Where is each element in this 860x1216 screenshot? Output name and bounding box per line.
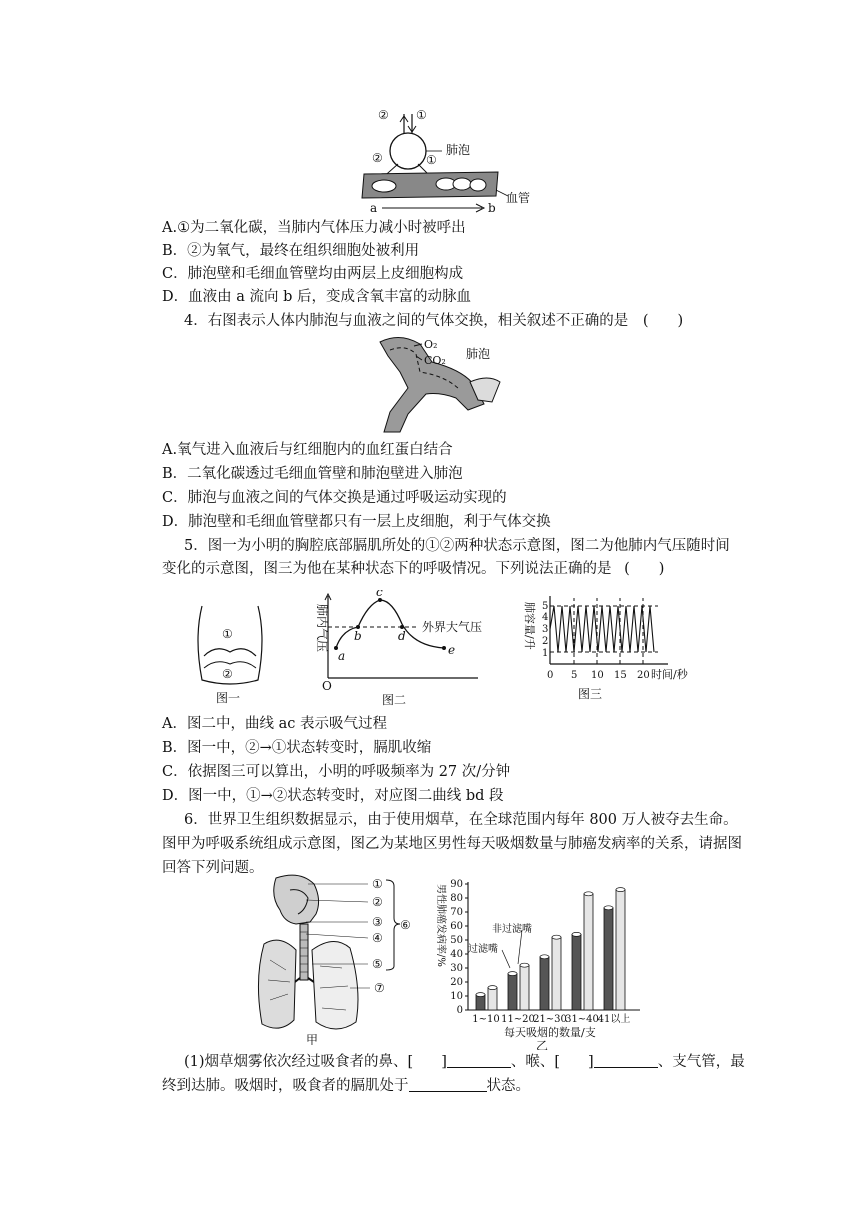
- fig2-o2-label: O₂: [424, 338, 438, 351]
- q5-fig3-ytick-4: 4: [542, 612, 549, 623]
- q5-fig3-xtick-10: 10: [591, 670, 604, 681]
- fig1-vessel-label: 血管: [506, 191, 531, 205]
- q5-stem-1: 5．图一为小明的胸腔底部膈肌所处的①②两种状态示意图，图二为他肺内气压随时间: [184, 538, 730, 554]
- q5-fig2-point-d: d: [398, 629, 406, 643]
- bar-non-filter-3: [584, 894, 593, 1010]
- lung-cancer-bar-chart: [430, 872, 650, 1050]
- q5-fig1-diaphragm: [190, 598, 270, 710]
- q5-fig3-ylabel: 肺容量/升: [523, 602, 536, 650]
- y-tick-label: 10: [450, 991, 463, 1002]
- bar-filter-3: [572, 934, 581, 1010]
- fig2-alveolus-label: 肺泡: [466, 347, 491, 361]
- bar-non-filter-2: [552, 937, 561, 1010]
- q6-sub1-text-c: 、喉、[: [510, 1054, 561, 1070]
- q4-option-b: B．二氧化碳透过毛细血管壁和肺泡壁进入肺泡: [162, 466, 463, 482]
- legend-filter: 过滤嘴: [468, 944, 498, 955]
- fig1-label-2-left: ②: [372, 151, 383, 165]
- y-tick-label: 80: [450, 893, 463, 904]
- fig1-label-1-right: ①: [426, 153, 437, 167]
- y-tick-label: 30: [450, 963, 463, 974]
- q4-stem: [184, 311, 683, 331]
- q3-option-d: D．血液由 a 流向 b 后，变成含氧丰富的动脉血: [162, 289, 471, 305]
- x-tick-label: 11~20: [501, 1014, 535, 1025]
- q5-fig2-pressure-curve: [298, 590, 508, 712]
- x-tick-label: 1~10: [472, 1014, 500, 1025]
- chart-ylabel: 男性肺癌发病率/%: [435, 884, 446, 967]
- q3-option-a: A.①为二氧化碳，当肺内气体压力减小时被呼出: [162, 220, 466, 236]
- q5-fig2-origin: O: [322, 679, 332, 693]
- bar-cap: [616, 888, 625, 892]
- q5-fig2-ylabel: 肺内气压: [315, 604, 329, 653]
- alveolus-capillary-figure: [360, 332, 520, 436]
- q6-sub1-text-d: ]: [588, 1054, 594, 1070]
- x-tick-label: 41以上: [597, 1014, 631, 1025]
- q6-sub1-line2: [162, 1076, 530, 1096]
- chart-caption: 乙: [536, 1039, 549, 1050]
- fig-jia-caption: 甲: [306, 1033, 319, 1045]
- bar-filter-4: [604, 908, 613, 1010]
- q4-answer-paren: ( ): [642, 313, 684, 329]
- bar-cap: [508, 972, 517, 976]
- fig-jia-label-7: ⑦: [374, 981, 385, 995]
- alveolus-vessel-figure: [350, 104, 540, 216]
- y-tick-label: 20: [450, 977, 463, 988]
- q5-fig3-ytick-3: 3: [542, 624, 549, 635]
- fig-jia-label-1: ①: [372, 877, 383, 891]
- bar-non-filter-4: [616, 890, 625, 1010]
- q5-fig1-caption: 图一: [216, 691, 241, 705]
- q5-option-b: B．图一中，②→①状态转变时，膈肌收缩: [162, 740, 432, 756]
- q5-fig2-reference-label: 外界大气压: [422, 620, 483, 634]
- answer-blank-2[interactable]: [594, 1053, 658, 1068]
- y-tick-label: 0: [456, 1005, 463, 1016]
- bar-cap: [488, 986, 497, 990]
- fig2-co2-label: CO₂: [424, 354, 446, 367]
- q5-fig1-label-1: ①: [222, 627, 233, 641]
- q4-stem-text: 4．右图表示人体内肺泡与血液之间的气体交换，相关叙述不正确的是: [184, 313, 629, 329]
- fig-jia-label-3: ③: [372, 915, 383, 929]
- respiratory-system-figure: [250, 870, 420, 1045]
- fig-jia-label-2: ②: [372, 895, 383, 909]
- bar-cap: [584, 892, 593, 896]
- q5-fig2-caption: 图二: [382, 693, 407, 707]
- q6-sub1-text-g: 状态。: [486, 1078, 530, 1094]
- fig-jia-group-label: ⑥: [400, 918, 411, 932]
- bar-cap: [520, 963, 529, 967]
- y-tick-label: 90: [450, 879, 463, 890]
- q5-fig2-point-a: a: [338, 649, 346, 663]
- fig-jia-label-5: ⑤: [372, 957, 383, 971]
- q5-fig3-lung-volume: [520, 592, 720, 704]
- bar-filter-2: [540, 957, 549, 1010]
- bar-cap: [572, 932, 581, 936]
- fig1-label-2-top: ②: [378, 108, 389, 122]
- chart-xlabel: 每天吸烟的数量/支: [504, 1026, 596, 1039]
- x-tick-label: 31~40: [565, 1014, 599, 1025]
- answer-blank-3[interactable]: [409, 1077, 487, 1092]
- fig1-b-label: b: [488, 201, 496, 215]
- q4-option-d: D．肺泡壁和毛细血管壁都只有一层上皮细胞，利于气体交换: [162, 514, 551, 530]
- q4-option-a: A.氧气进入血液后与红细胞内的血红蛋白结合: [162, 442, 453, 458]
- q5-fig3-xtick-20: 20: [637, 670, 650, 681]
- q6-stem-1: 6．世界卫生组织数据显示，由于使用烟草，在全球范围内每年 800 万人被夺去生命。: [184, 812, 738, 828]
- q6-sub1-line1: [184, 1052, 745, 1072]
- q5-fig2-point-b: b: [354, 629, 362, 643]
- y-tick-label: 40: [450, 949, 463, 960]
- answer-blank-1[interactable]: [447, 1053, 511, 1068]
- q6-sub1-text-a: (1)烟草烟雾依次经过吸食者的鼻、[: [184, 1054, 414, 1070]
- x-tick-label: 21~30: [533, 1014, 567, 1025]
- bar-cap: [540, 955, 549, 959]
- q6-stem-2: 图甲为呼吸系统组成示意图，图乙为某地区男性每天吸烟数量与肺癌发病率的关系，请据图: [162, 836, 742, 852]
- q5-fig2-point-e: e: [448, 643, 456, 657]
- q6-sub1-text-f: 终到达肺。吸烟时，吸食者的膈肌处于: [162, 1078, 409, 1094]
- q6-sub1-text-e: 、支气管，最: [657, 1054, 745, 1070]
- q5-stem-2-text: 变化的示意图，图三为他在某种状态下的呼吸情况。下列说法正确的是: [162, 561, 612, 577]
- q5-answer-paren: ( ): [624, 561, 665, 577]
- q5-option-d: D．图一中，①→②状态转变时，对应图二曲线 bd 段: [162, 788, 504, 804]
- bar-filter-1: [508, 974, 517, 1010]
- legend-non-filter: 非过滤嘴: [492, 924, 532, 935]
- q5-fig3-ytick-1: 1: [542, 648, 549, 659]
- q6-stem-3: 回答下列问题。: [162, 860, 264, 876]
- q5-fig3-ytick-2: 2: [542, 636, 549, 647]
- fig1-label-1-top: ①: [416, 108, 427, 122]
- q5-fig3-caption: 图三: [578, 687, 603, 701]
- q5-fig3-ytick-5: 5: [542, 601, 549, 612]
- q3-option-b: B．②为氧气，最终在组织细胞处被利用: [162, 243, 420, 259]
- q5-fig2-point-c: c: [376, 590, 383, 599]
- q5-fig3-xlabel: 时间/秒: [651, 668, 688, 681]
- q4-option-c: C．肺泡与血液之间的气体交换是通过呼吸运动实现的: [162, 490, 507, 506]
- q5-option-c: C．依据图三可以算出，小明的呼吸频率为 27 次/分钟: [162, 764, 511, 780]
- bar-cap: [552, 935, 561, 939]
- y-tick-label: 50: [450, 935, 463, 946]
- q5-option-a: A．图二中，曲线 ac 表示吸气过程: [162, 716, 387, 732]
- fig1-alveolus-label: 肺泡: [446, 143, 471, 157]
- bar-non-filter-0: [488, 988, 497, 1010]
- bar-cap: [476, 993, 485, 997]
- fig-jia-label-4: ④: [372, 931, 383, 945]
- q6-sub1-text-b: ]: [441, 1054, 447, 1070]
- q5-stem-2: [162, 559, 664, 579]
- y-tick-label: 70: [450, 907, 463, 918]
- q5-fig3-xtick-0: 0: [547, 670, 554, 681]
- q3-option-c: C．肺泡壁和毛细血管壁均由两层上皮细胞构成: [162, 266, 464, 282]
- fig1-a-label: a: [370, 201, 378, 215]
- q5-fig3-xtick-15: 15: [614, 670, 627, 681]
- bar-non-filter-1: [520, 965, 529, 1010]
- bar-cap: [604, 906, 613, 910]
- y-tick-label: 60: [450, 921, 463, 932]
- q5-fig3-xtick-5: 5: [571, 670, 578, 681]
- q5-fig1-label-2: ②: [222, 667, 233, 681]
